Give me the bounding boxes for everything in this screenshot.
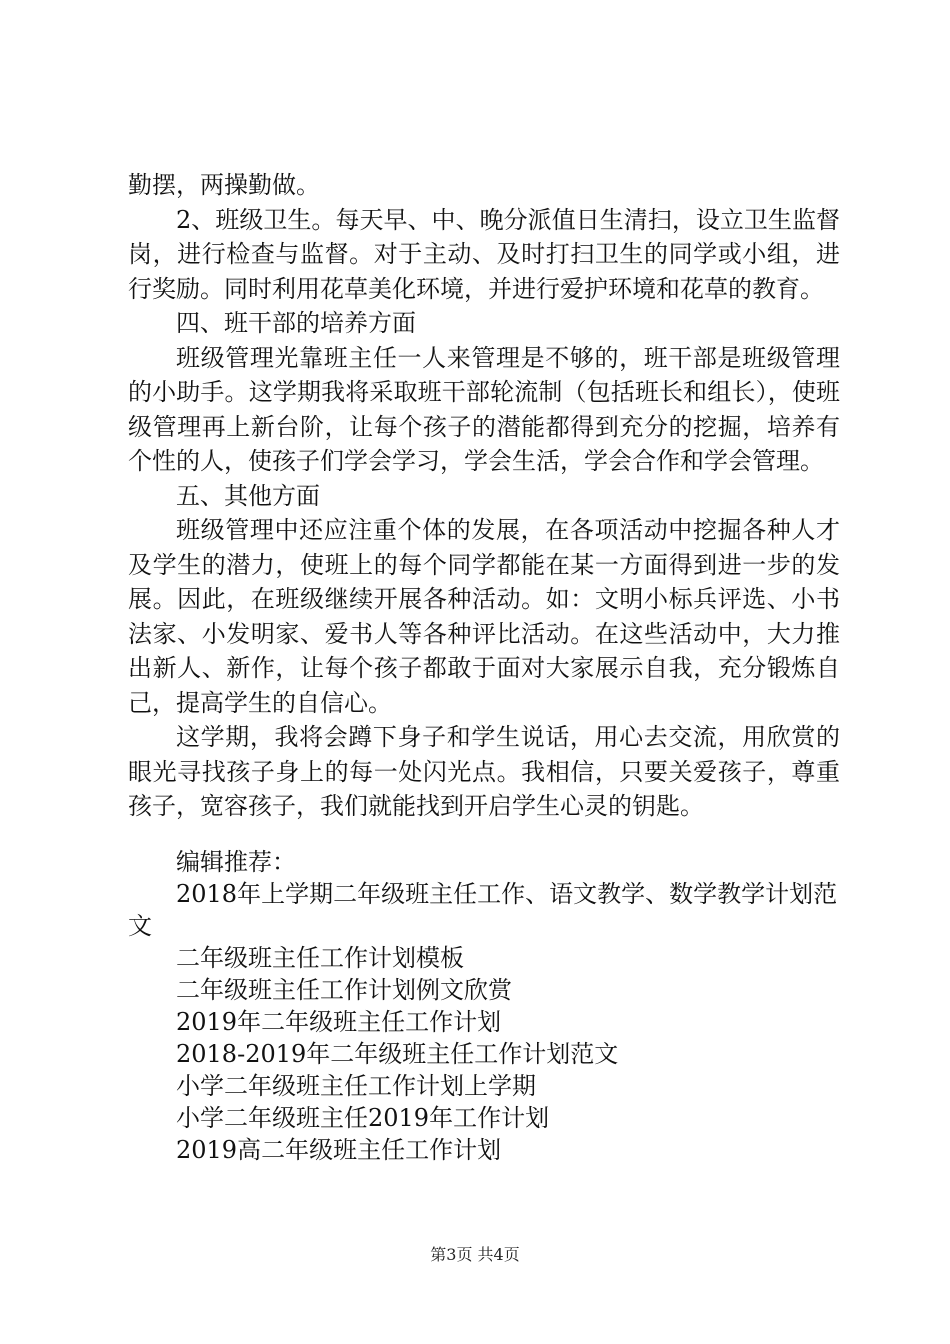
- recommend-link[interactable]: 2018-2019年二年级班主任工作计划范文: [176, 1040, 619, 1068]
- recommend-link[interactable]: 2019年二年级班主任工作计划: [176, 1008, 502, 1036]
- paragraph-class-hygiene: 2、班级卫生。每天早、中、晚分派值日生清扫，设立卫生监督岗，进行检查与监督。对于主动、及时打扫卫生的同学或小组，进行奖励。同时利用花草美化环境，并进行爱护环境和花草的教育。: [128, 205, 840, 303]
- recommend-link[interactable]: 小学二年级班主任工作计划上学期: [176, 1072, 536, 1100]
- section-heading-cadre-training: 四、班干部的培养方面: [176, 309, 416, 337]
- page-footer: 第3页 共4页: [430, 1245, 520, 1264]
- paragraph-continuation: 勤摆，两操勤做。: [128, 171, 320, 199]
- recommend-link[interactable]: 二年级班主任工作计划模板: [176, 944, 464, 972]
- recommend-section: [128, 846, 840, 1166]
- paragraph-closing: 这学期，我将会蹲下身子和学生说话，用心去交流，用欣赏的眼光寻找孩子身上的每一处闪光点。我相信，只要关爱孩子，尊重孩子，宽容孩子，我们就能找到开启学生心灵的钥匙。: [128, 723, 840, 820]
- paragraph-other-aspects: 班级管理中还应注重个体的发展，在各项活动中挖掘各种人才及学生的潜力，使班上的每个同学都能在某一方面得到进一步的发展。因此，在班级继续开展各种活动。如：文明小标兵评选、小书法家、小发明家、爱书人等各种评比活动。在这些活动中，大力推出新人、新作，让每个孩子都敢于面对大家展示自我，充分锻炼自己，提高学生的自信心。: [128, 516, 840, 717]
- paragraph-cadre-training: 班级管理光靠班主任一人来管理是不够的，班干部是班级管理的小助手。这学期我将采取班干部轮流制（包括班长和组长），使班级管理再上新台阶，让每个孩子的潜能都得到充分的挖掘，培养有个性的人，使孩子们学会学习，学会生活，学会合作和学会管理。: [128, 343, 840, 475]
- recommend-title: 编辑推荐：: [176, 848, 296, 876]
- recommend-link[interactable]: 小学二年级班主任2019年工作计划: [176, 1104, 550, 1132]
- recommend-link[interactable]: 2019高二年级班主任工作计划: [176, 1136, 502, 1164]
- recommend-link[interactable]: 2018年上学期二年级班主任工作、语文教学、数学教学计划范文: [128, 880, 838, 940]
- body-text: [128, 168, 840, 824]
- section-heading-other-aspects: 五、其他方面: [176, 481, 320, 510]
- recommend-link[interactable]: 二年级班主任工作计划例文欣赏: [176, 976, 512, 1004]
